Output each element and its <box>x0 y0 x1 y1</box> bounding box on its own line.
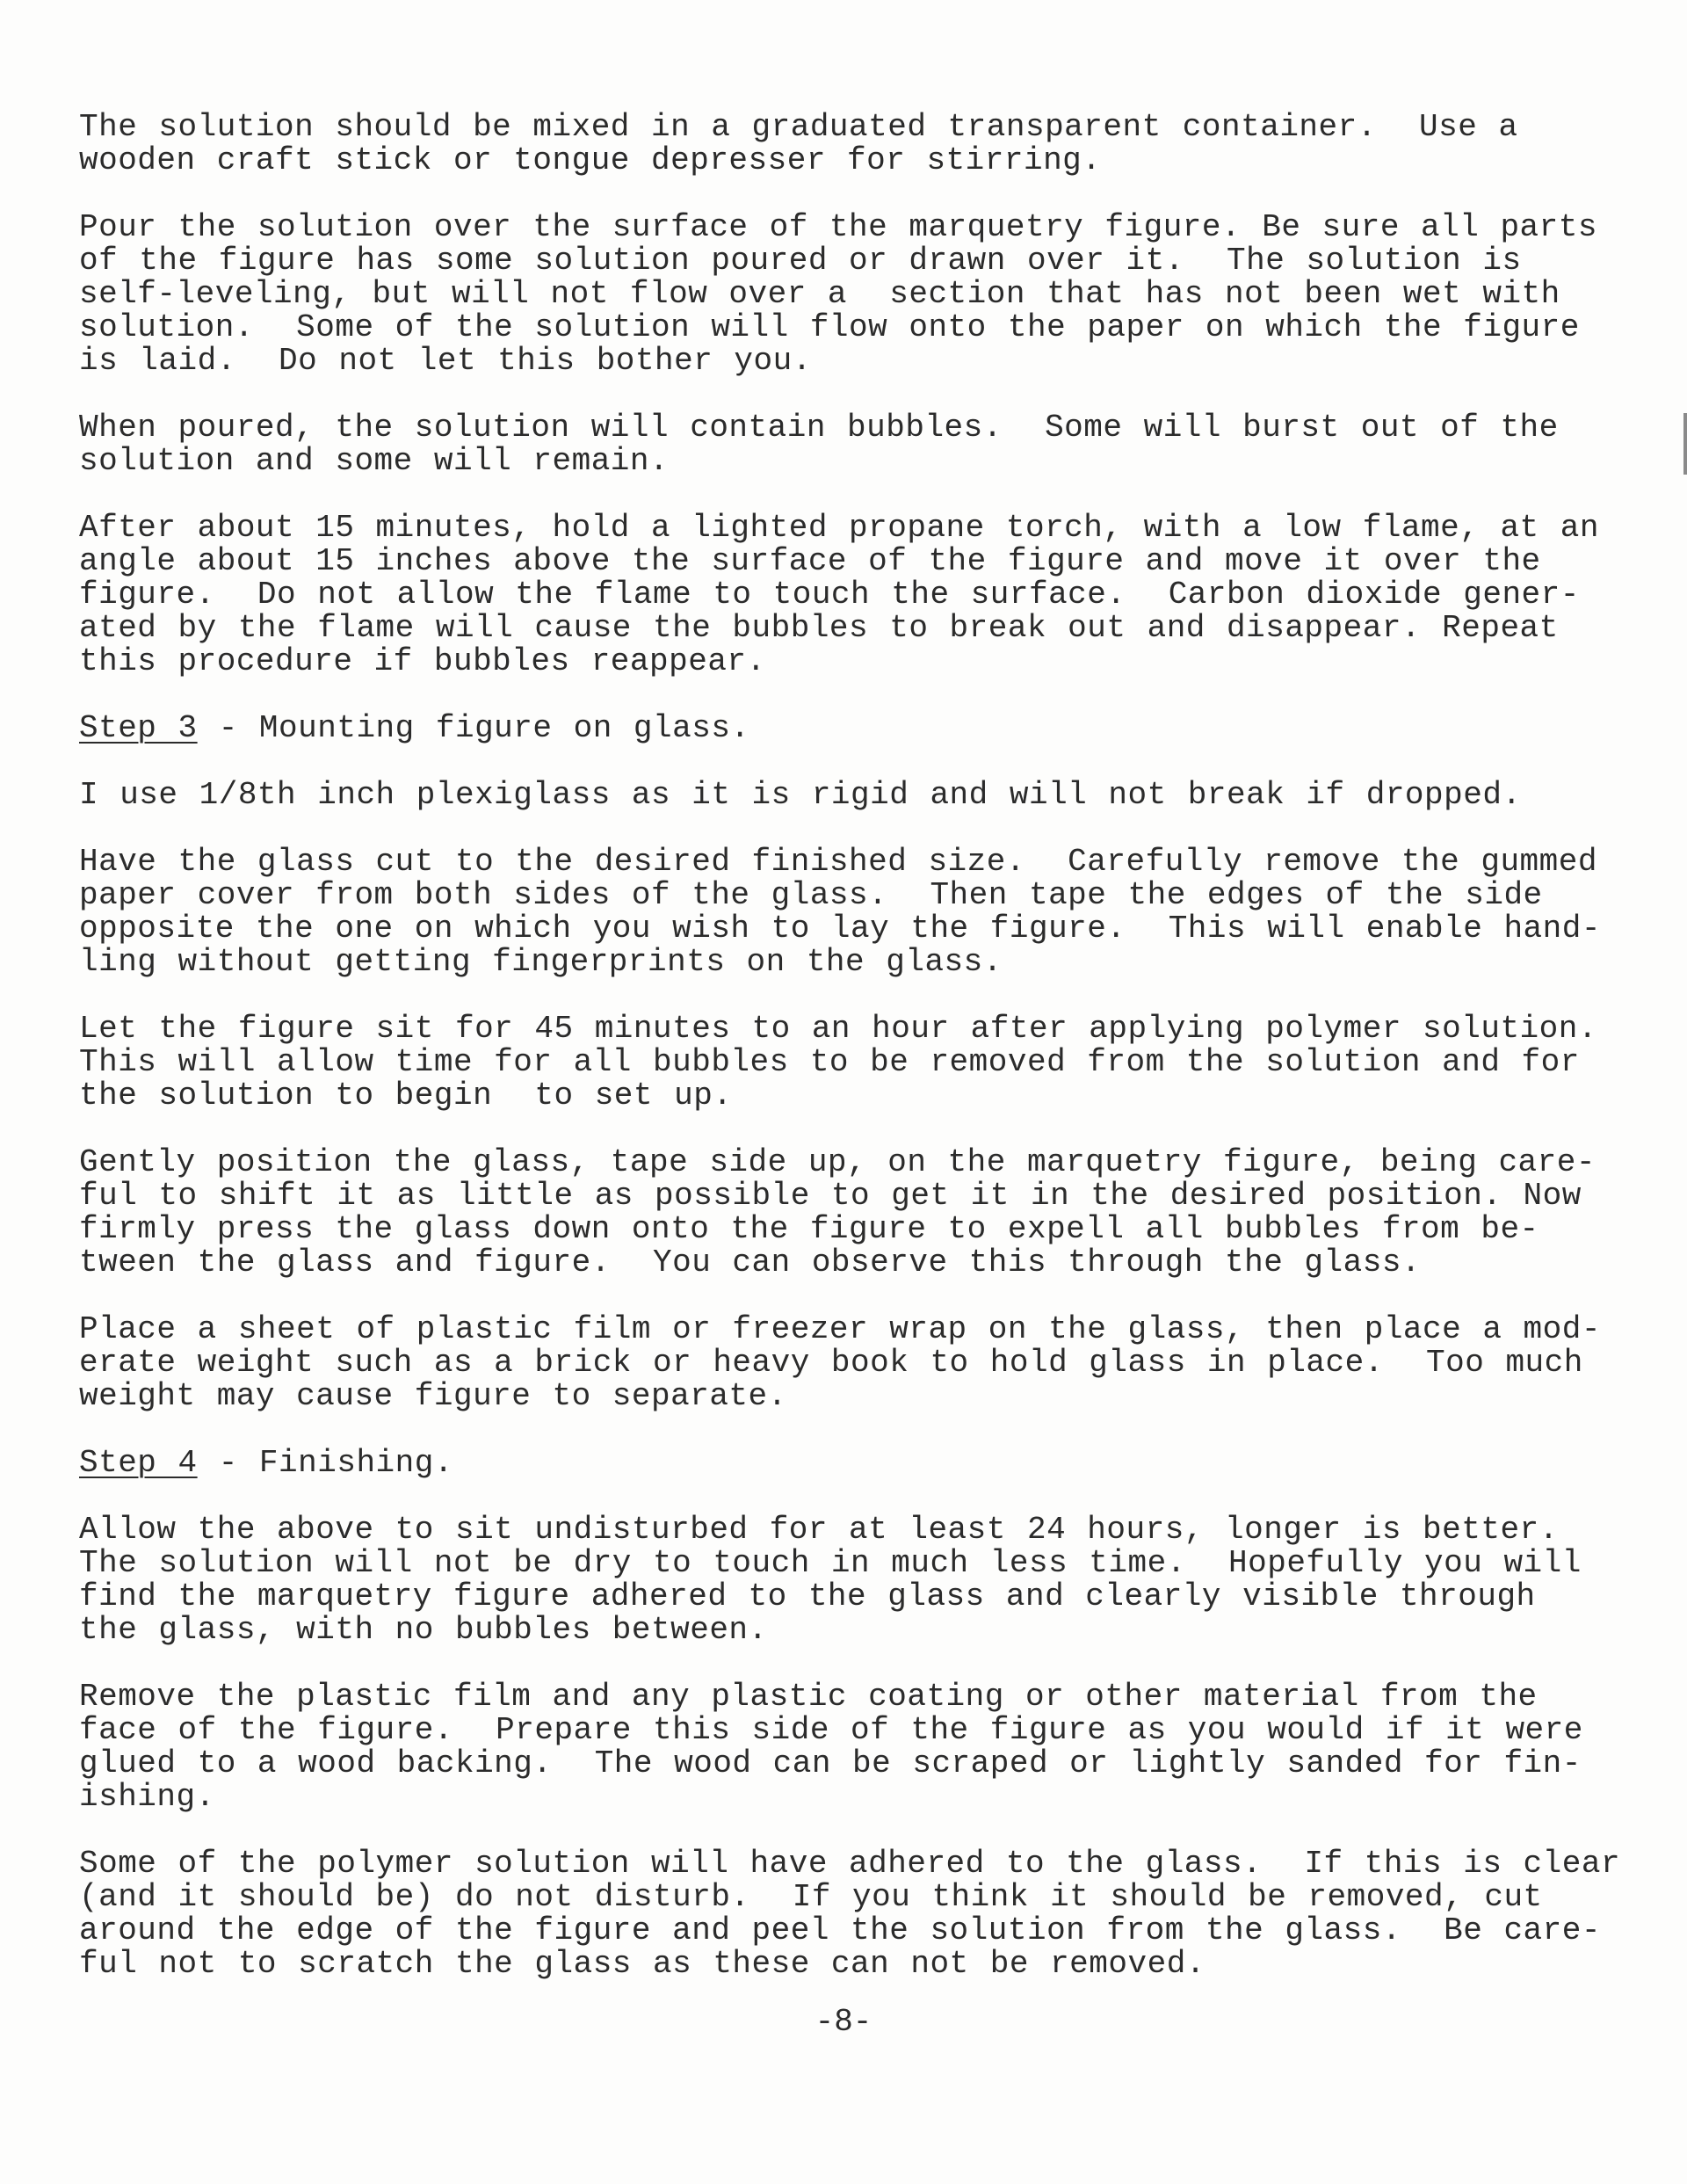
document-body <box>79 111 1643 2014</box>
paragraph-line: Pour the solution over the surface of the marquetry figure. Be sure all parts <box>79 209 1597 245</box>
step-heading <box>79 712 1643 745</box>
body-paragraph <box>79 779 1643 812</box>
paragraph-line: tween the glass and figure. You can observe this through the glass. <box>79 1244 1422 1281</box>
paragraph-line: wooden craft stick or tongue depresser for stirring. <box>79 142 1102 178</box>
paragraph-line: opposite the one on which you wish to lay the figure. This will enable hand- <box>79 911 1601 947</box>
paragraph-line: erate weight such as a brick or heavy book to hold glass in place. Too much <box>79 1345 1583 1381</box>
paragraph-line: This will allow time for all bubbles to be removed from the solution and for <box>79 1044 1580 1080</box>
paragraph-line: When poured, the solution will contain bubbles. Some will burst out of the <box>79 410 1559 446</box>
body-paragraph <box>79 1680 1643 1814</box>
paragraph-line: the solution to begin to set up. <box>79 1077 733 1114</box>
page-number: -8- <box>815 2004 872 2040</box>
paragraph-line: Some of the polymer solution will have adhered to the glass. If this is clear <box>79 1846 1621 1882</box>
paragraph-line: face of the figure. Prepare this side of the figure as you would if it were <box>79 1712 1583 1748</box>
body-paragraph <box>79 512 1643 678</box>
paragraph-line: figure. Do not allow the flame to touch the surface. Carbon dioxide gener- <box>79 577 1580 613</box>
body-paragraph <box>79 211 1643 378</box>
paragraph-line: the glass, with no bubbles between. <box>79 1612 768 1648</box>
paragraph-line: Remove the plastic film and any plastic coating or other material from the <box>79 1679 1538 1715</box>
paragraph-line: ishing. <box>79 1779 215 1815</box>
paragraph-line: is laid. Do not let this bother you. <box>79 343 812 379</box>
paragraph-line: this procedure if bubbles reappear. <box>79 643 766 679</box>
step-heading-label: Step 4 <box>79 1445 198 1481</box>
body-paragraph <box>79 1847 1643 1981</box>
paragraph-line: ful to shift it as little as possible to get it in the desired position. Now <box>79 1178 1582 1214</box>
paragraph-line: around the edge of the figure and peel the solution from the glass. Be care- <box>79 1912 1601 1948</box>
paragraph-line: weight may cause figure to separate. <box>79 1378 787 1414</box>
paragraph-line: (and it should be) do not disturb. If you think it should be removed, cut <box>79 1879 1543 1915</box>
paragraph-line: of the figure has some solution poured or drawn over it. The solution is <box>79 243 1522 279</box>
step-heading-title: - Finishing. <box>197 1445 453 1481</box>
paragraph-line: Place a sheet of plastic film or freezer wrap on the glass, then place a mod- <box>79 1311 1601 1347</box>
paragraph-line: angle about 15 inches above the surface of the figure and move it over the <box>79 543 1541 579</box>
body-paragraph <box>79 111 1643 178</box>
step-heading <box>79 1447 1643 1480</box>
body-paragraph <box>79 1313 1643 1413</box>
body-paragraph <box>79 411 1643 478</box>
step-heading-title: - Mounting figure on glass. <box>197 710 750 746</box>
paragraph-line: paper cover from both sides of the glass. Then tape the edges of the side <box>79 877 1543 913</box>
paragraph-line: The solution should be mixed in a graduated transparent container. Use a <box>79 109 1518 145</box>
paragraph-line: ling without getting fingerprints on the glass. <box>79 944 1003 980</box>
paragraph-line: Let the figure sit for 45 minutes to an hour after applying polymer solution. <box>79 1011 1597 1047</box>
paragraph-line: find the marquetry figure adhered to the glass and clearly visible through <box>79 1578 1536 1614</box>
body-paragraph <box>79 1012 1643 1113</box>
paragraph-line: glued to a wood backing. The wood can be scraped or lightly sanded for fin- <box>79 1745 1582 1781</box>
body-paragraph <box>79 845 1643 979</box>
paragraph-line: Allow the above to sit undisturbed for at least 24 hours, longer is better. <box>79 1512 1559 1548</box>
paragraph-line: ful not to scratch the glass as these can not be removed. <box>79 1946 1206 1982</box>
body-paragraph <box>79 1513 1643 1647</box>
paragraph-line: firmly press the glass down onto the figure to expell all bubbles from be- <box>79 1211 1539 1247</box>
paragraph-line: After about 15 minutes, hold a lighted propane torch, with a low flame, at an <box>79 510 1599 546</box>
body-paragraph <box>79 1146 1643 1280</box>
paragraph-line: solution. Some of the solution will flow onto the paper on which the figure <box>79 309 1580 345</box>
paragraph-line: ated by the flame will cause the bubbles to break out and disappear. Repeat <box>79 610 1559 646</box>
paragraph-line: self-leveling, but will not flow over a section that has not been wet with <box>79 276 1560 312</box>
step-heading-label: Step 3 <box>79 710 198 746</box>
paragraph-line: The solution will not be dry to touch in much less time. Hopefully you will <box>79 1545 1582 1581</box>
paragraph-line: Have the glass cut to the desired finished size. Carefully remove the gummed <box>79 844 1597 880</box>
scan-edge-mark <box>1683 413 1687 475</box>
paragraph-line: I use 1/8th inch plexiglass as it is rigid and will not break if dropped. <box>79 777 1522 813</box>
paragraph-line: Gently position the glass, tape side up, on the marquetry figure, being care- <box>79 1144 1596 1180</box>
paragraph-line: solution and some will remain. <box>79 443 670 479</box>
